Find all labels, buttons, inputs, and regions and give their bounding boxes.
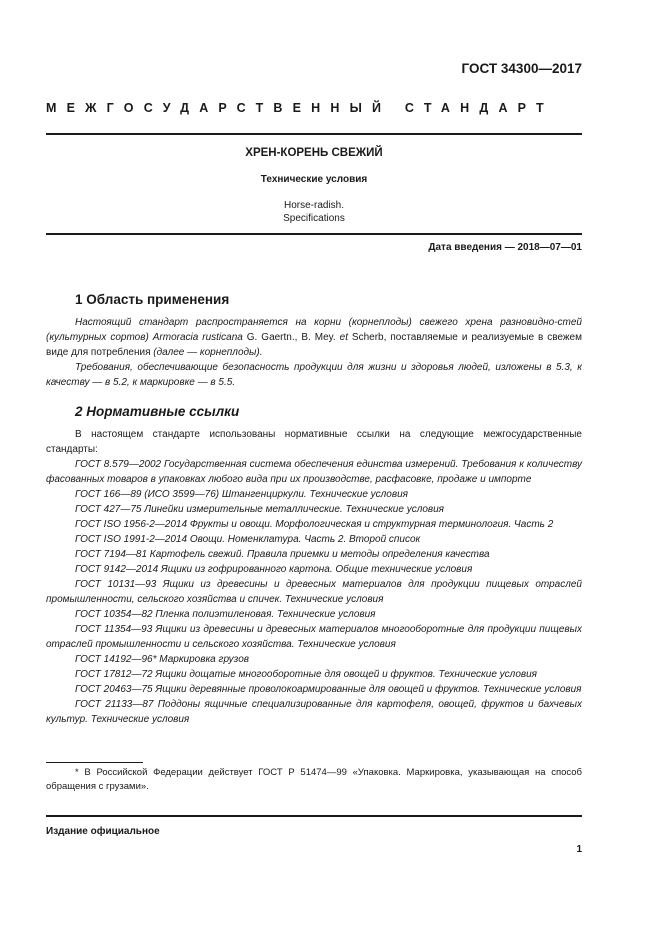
- document-body: [46, 292, 582, 727]
- text-run: Настоящий стандарт распространяется на корни (корнеплоды) свежего хрена разновидно-стей (культурных сортов): [46, 317, 582, 343]
- latin-name: Armoracia rusticana: [152, 332, 243, 343]
- footer-divider: [46, 815, 582, 817]
- reference-item: ГОСТ 427—75 Линейки измерительные металлические. Технические условия: [75, 504, 445, 515]
- footnote-divider: [46, 762, 143, 763]
- document-subtitle: Технические условия: [260, 174, 368, 185]
- reference-item: ГОСТ 17812—72 Ящики дощатые многооборотные для овощей и фруктов. Технические условия: [75, 669, 537, 680]
- normative-references: [46, 427, 582, 727]
- text-run: et: [339, 332, 348, 343]
- interstate-standard-banner: МЕЖГОСУДАРСТВЕННЫЙ СТАНДАРТ: [46, 101, 554, 115]
- reference-item: ГОСТ 8.579—2002 Государственная система обеспечения единства измерений. Требования к количеству фасованных товаров в упаковках любого вида при их производстве, расфасовке, продаже и импорте: [46, 459, 582, 485]
- official-edition-label: Издание официальное: [46, 826, 160, 837]
- reference-item: ГОСТ 20463—75 Ящики деревянные проволокоармированные для овощей и фруктов. Технические условия: [75, 684, 582, 695]
- reference-item: ГОСТ 7194—81 Картофель свежий. Правила приемки и методы определения качества: [75, 549, 490, 560]
- reference-item: ГОСТ 9142—2014 Ящики из гофрированного картона. Общие технические условия: [75, 564, 473, 575]
- reference-item: ГОСТ 11354—93 Ящики из древесины и древесных материалов многооборотные для продукции пищевых отраслей промышленности и сельского хозяйства. Технические условия: [46, 624, 582, 650]
- text-run: Scherb, поставляемые и реализуемые в свежем виде для потребления: [46, 332, 582, 358]
- english-title-line-1: Horse-radish.: [283, 200, 345, 211]
- text-run: G. Gaertn., B. Mey.: [242, 332, 340, 343]
- reference-item: ГОСТ ISO 1991-2—2014 Овощи. Номенклатура. Часть 2. Второй список: [75, 534, 421, 545]
- english-title: [46, 199, 582, 225]
- title-divider: [46, 233, 582, 235]
- reference-item: ГОСТ 10131—93 Ящики из древесины и древесных материалов для продукции пищевых отраслей промышленности, сельского хозяйства и спичек. Технические условия: [46, 579, 582, 605]
- references-intro: В настоящем стандарте использованы нормативные ссылки на следующие межгосударственные стандарты:: [46, 429, 582, 455]
- section-1-paragraph-1: [46, 315, 582, 360]
- section-1-heading: 1 Область применения: [75, 292, 230, 307]
- footnote: * В Российской Федерации действует ГОСТ Р 51474—99 «Упаковка. Маркировка, указывающая на способ обращения с грузами».: [46, 767, 582, 792]
- reference-item: ГОСТ 10354—82 Пленка полиэтиленовая. Технические условия: [75, 609, 376, 620]
- spacer: [46, 390, 582, 404]
- introduction-date: Дата введения — 2018—07—01: [428, 242, 582, 253]
- document-title: ХРЕН-КОРЕНЬ СВЕЖИЙ: [245, 147, 383, 159]
- header-divider: [46, 133, 582, 135]
- text-run: (далее — корнеплоды).: [153, 347, 263, 358]
- reference-item: ГОСТ 166—89 (ИСО 3599—76) Штангенциркули. Технические условия: [75, 489, 408, 500]
- english-title-line-2: Specifications: [283, 213, 345, 224]
- reference-item: ГОСТ 21133—87 Поддоны ящичные специализированные для картофеля, овощей, фруктов и бахчевых культур. Технические условия: [46, 699, 582, 725]
- document-code: ГОСТ 34300—2017: [461, 61, 582, 76]
- reference-item: ГОСТ ISO 1956-2—2014 Фрукты и овощи. Морфологическая и структурная терминология. Часть 2: [75, 519, 554, 530]
- section-2-heading: 2 Нормативные ссылки: [75, 404, 240, 419]
- section-1-paragraph-2: Требования, обеспечивающие безопасность продукции для жизни и здоровья людей, изложены в 5.3, к качеству — в 5.2, к маркировке — в 5.5.: [46, 362, 582, 388]
- page-number: 1: [576, 844, 582, 855]
- reference-item: ГОСТ 14192—96* Маркировка грузов: [75, 654, 249, 665]
